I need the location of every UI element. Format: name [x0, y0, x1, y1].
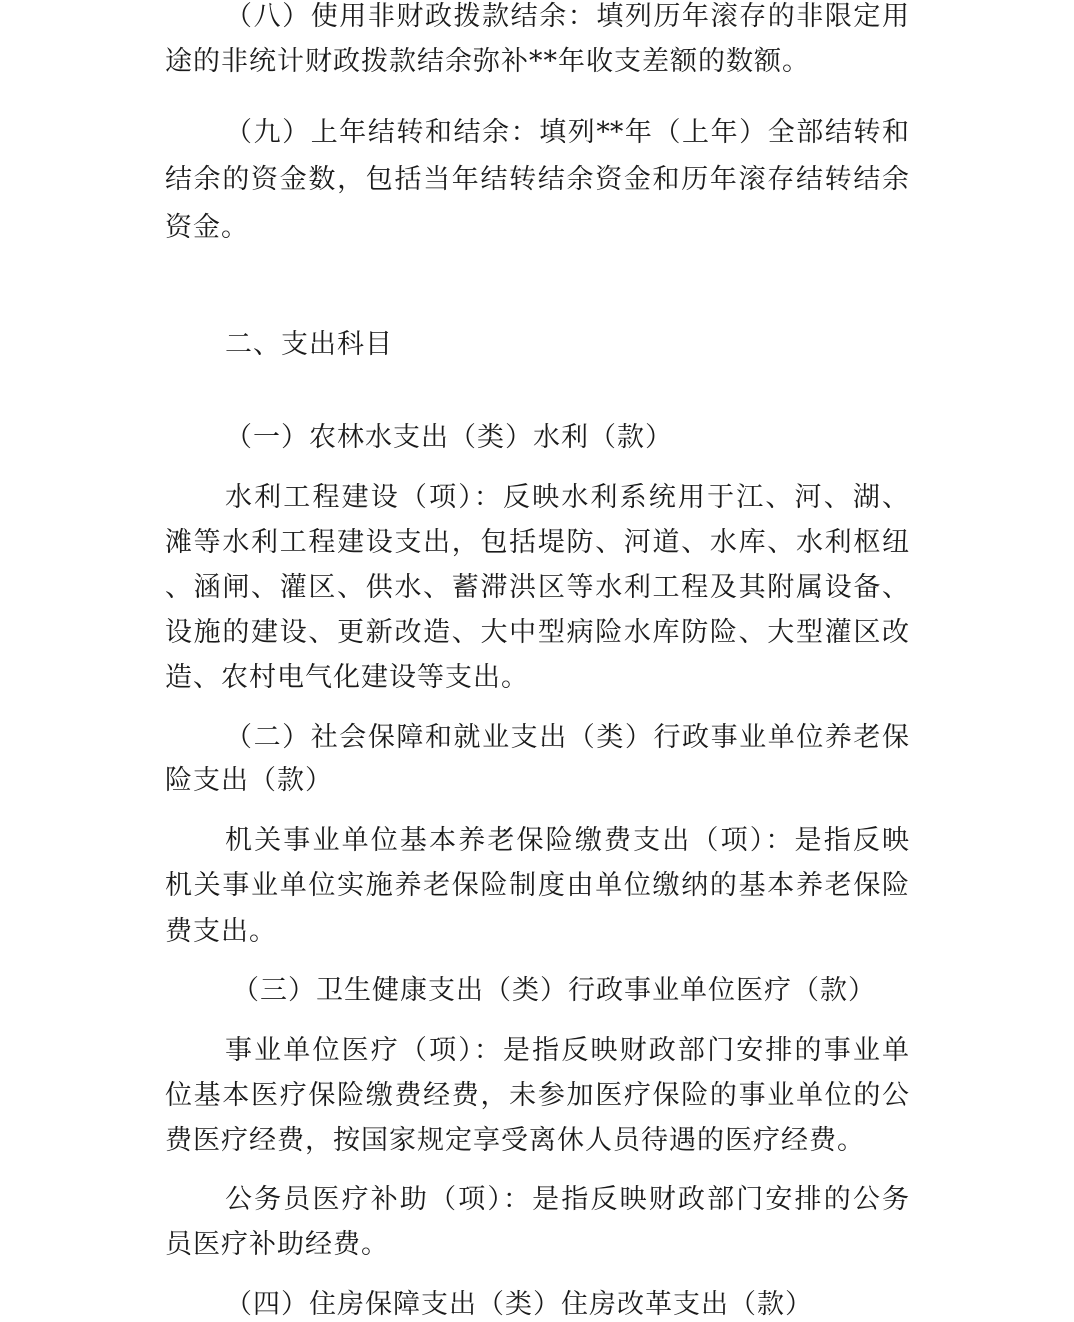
- paragraph-line: 、涵闸、灌区、供水、蓄滞洪区等水利工程及其附属设备、: [165, 572, 909, 603]
- paragraph-line: 设施的建设、更新改造、大中型病险水库防险、大型灌区改: [165, 617, 909, 648]
- paragraph-line: 结余的资金数，包括当年结转结余资金和历年滚存结转结余: [165, 164, 909, 195]
- paragraph-line: 滩等水利工程建设支出，包括堤防、河道、水库、水利枢纽: [165, 527, 909, 558]
- subsection-heading: （二）社会保障和就业支出（类）行政事业单位养老保: [225, 722, 909, 753]
- paragraph-line: 事业单位医疗（项）：是指反映财政部门安排的事业单: [225, 1035, 909, 1066]
- paragraph-line: 费支出。: [165, 916, 277, 947]
- paragraph-line: 员医疗补助经费。: [165, 1229, 389, 1260]
- subsection-heading: 险支出（款）: [165, 765, 333, 796]
- paragraph-line: （八）使用非财政拨款结余：填列历年滚存的非限定用: [225, 1, 909, 32]
- paragraph-line: 途的非统计财政拨款结余弥补**年收支差额的数额。: [165, 46, 810, 77]
- subsection-heading: （四）住房保障支出（类）住房改革支出（款）: [225, 1289, 813, 1320]
- paragraph-line: 位基本医疗保险缴费经费，未参加医疗保险的事业单位的公: [165, 1080, 909, 1111]
- subsection-heading: （一）农林水支出（类）水利（款）: [225, 422, 673, 453]
- paragraph-line: 资金。: [165, 212, 249, 243]
- paragraph-line: （九）上年结转和结余：填列**年（上年）全部结转和: [225, 117, 909, 148]
- paragraph-line: 造、农村电气化建设等支出。: [165, 662, 529, 693]
- paragraph-line: 费医疗经费，按国家规定享受离休人员待遇的医疗经费。: [165, 1125, 865, 1156]
- paragraph-line: 机关事业单位实施养老保险制度由单位缴纳的基本养老保险: [165, 870, 909, 901]
- paragraph-line: 水利工程建设（项）：反映水利系统用于江、河、湖、: [225, 482, 909, 513]
- subsection-heading: （三）卫生健康支出（类）行政事业单位医疗（款）: [232, 975, 876, 1006]
- paragraph-line: 机关事业单位基本养老保险缴费支出（项）：是指反映: [225, 825, 909, 856]
- paragraph-line: 公务员医疗补助（项）：是指反映财政部门安排的公务: [225, 1184, 909, 1215]
- section-heading: 二、支出科目: [225, 329, 393, 360]
